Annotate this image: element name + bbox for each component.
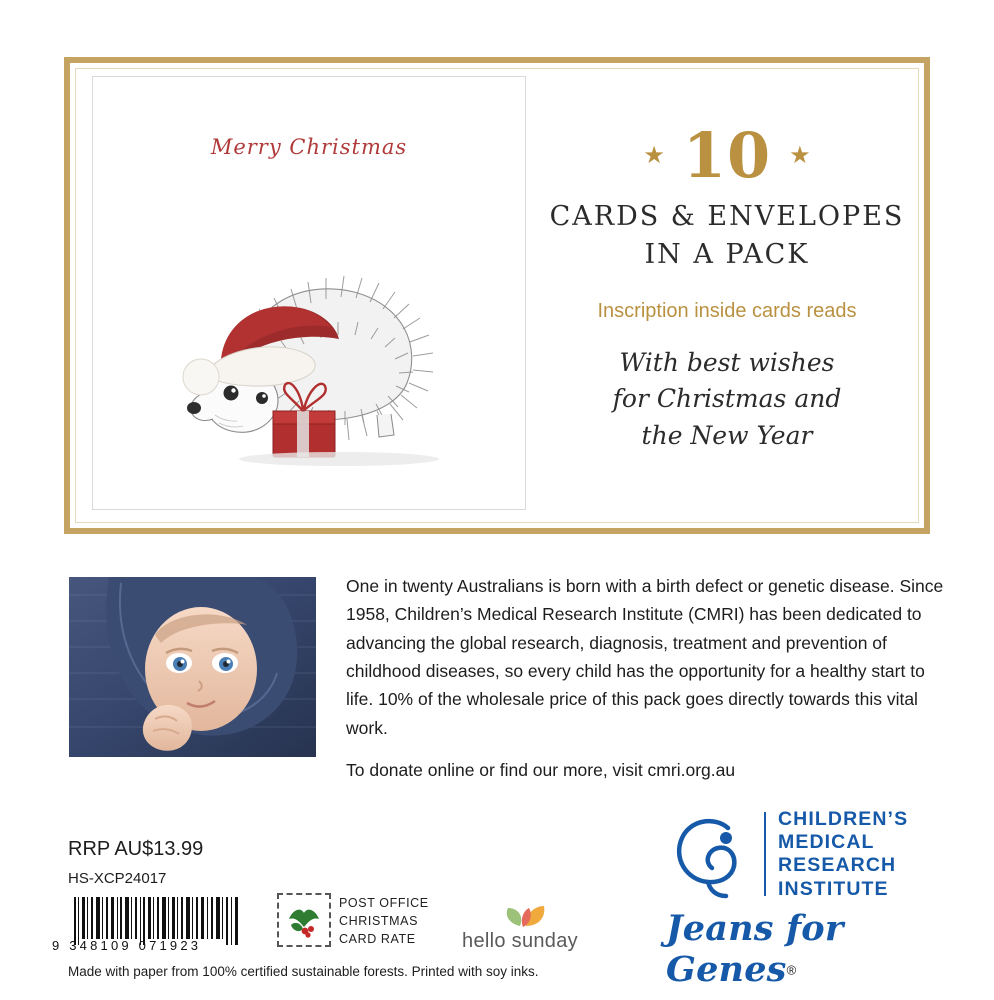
hello-sunday-logo [440, 896, 600, 954]
hello-sunday-text: hello sunday [462, 930, 578, 952]
pack-line-1: CARDS & ENVELOPES [549, 201, 905, 232]
quantity-number: 10 [682, 119, 772, 192]
sku-code: HS-XCP24017 [68, 870, 167, 887]
pack-details [540, 83, 914, 454]
registered-trademark-icon: ® [786, 962, 797, 978]
inscription-label: Inscription inside cards reads [597, 300, 857, 322]
postage-stamp-icon [277, 893, 331, 947]
baby-photo [69, 577, 316, 757]
jeans-for-genes-logo [666, 908, 934, 990]
post-office-line-3: CARD RATE [339, 931, 416, 946]
card-artwork [92, 76, 526, 510]
pack-line-2: IN A PACK [644, 239, 810, 270]
quantity-row [540, 119, 914, 192]
charity-paragraph-1: One in twenty Australians is born with a birth defect or genetic disease. Since 1958, Children’s Medical Research Institute (CMRI) has been dedicated to advancing the global research, diagnosis, treatment and prevention of childhood diseases, so every child has the opportunity for a healthy start to life. 10% of the wholesale price of this pack goes directly towards this vital work. [346, 576, 944, 738]
charity-description [346, 572, 944, 784]
cmri-line-1: CHILDREN’S [778, 808, 909, 830]
post-office-christmas-rate [277, 893, 437, 951]
post-office-line-2: CHRISTMAS [339, 913, 419, 928]
post-office-text [339, 895, 429, 948]
star-left-icon: ★ [643, 142, 665, 169]
barcode-digits: 9 348109 071923 [52, 938, 202, 953]
cmri-logo-divider [764, 812, 766, 896]
cmri-logo [668, 806, 930, 906]
inscription-text [540, 345, 914, 454]
sustainability-note: Made with paper from 100% certified sustainable forests. Printed with soy inks. [68, 964, 539, 979]
product-pack-panel [64, 57, 930, 534]
inscription-line-2: for Christmas and [612, 384, 842, 414]
post-office-line-1: POST OFFICE [339, 896, 429, 910]
inscription-line-1: With best wishes [619, 348, 835, 377]
cmri-line-2: MEDICAL [778, 831, 875, 854]
inscription-line-3: the New Year [641, 420, 813, 450]
cmri-wordmark [778, 808, 908, 901]
charity-paragraph-2: To donate online or find our more, visit cmri.org.au [346, 760, 736, 781]
cmri-line-4: INSTITUTE [778, 877, 889, 900]
card-greeting-text: Merry Christmas [210, 135, 408, 159]
cmri-line-3: RESEARCH [778, 854, 897, 877]
hedgehog-illustration [149, 187, 469, 477]
jeans-for-genes-text: Jeans for Genes [666, 908, 844, 990]
star-right-icon: ★ [789, 142, 811, 169]
rrp-price: RRP AU$13.99 [68, 838, 204, 860]
